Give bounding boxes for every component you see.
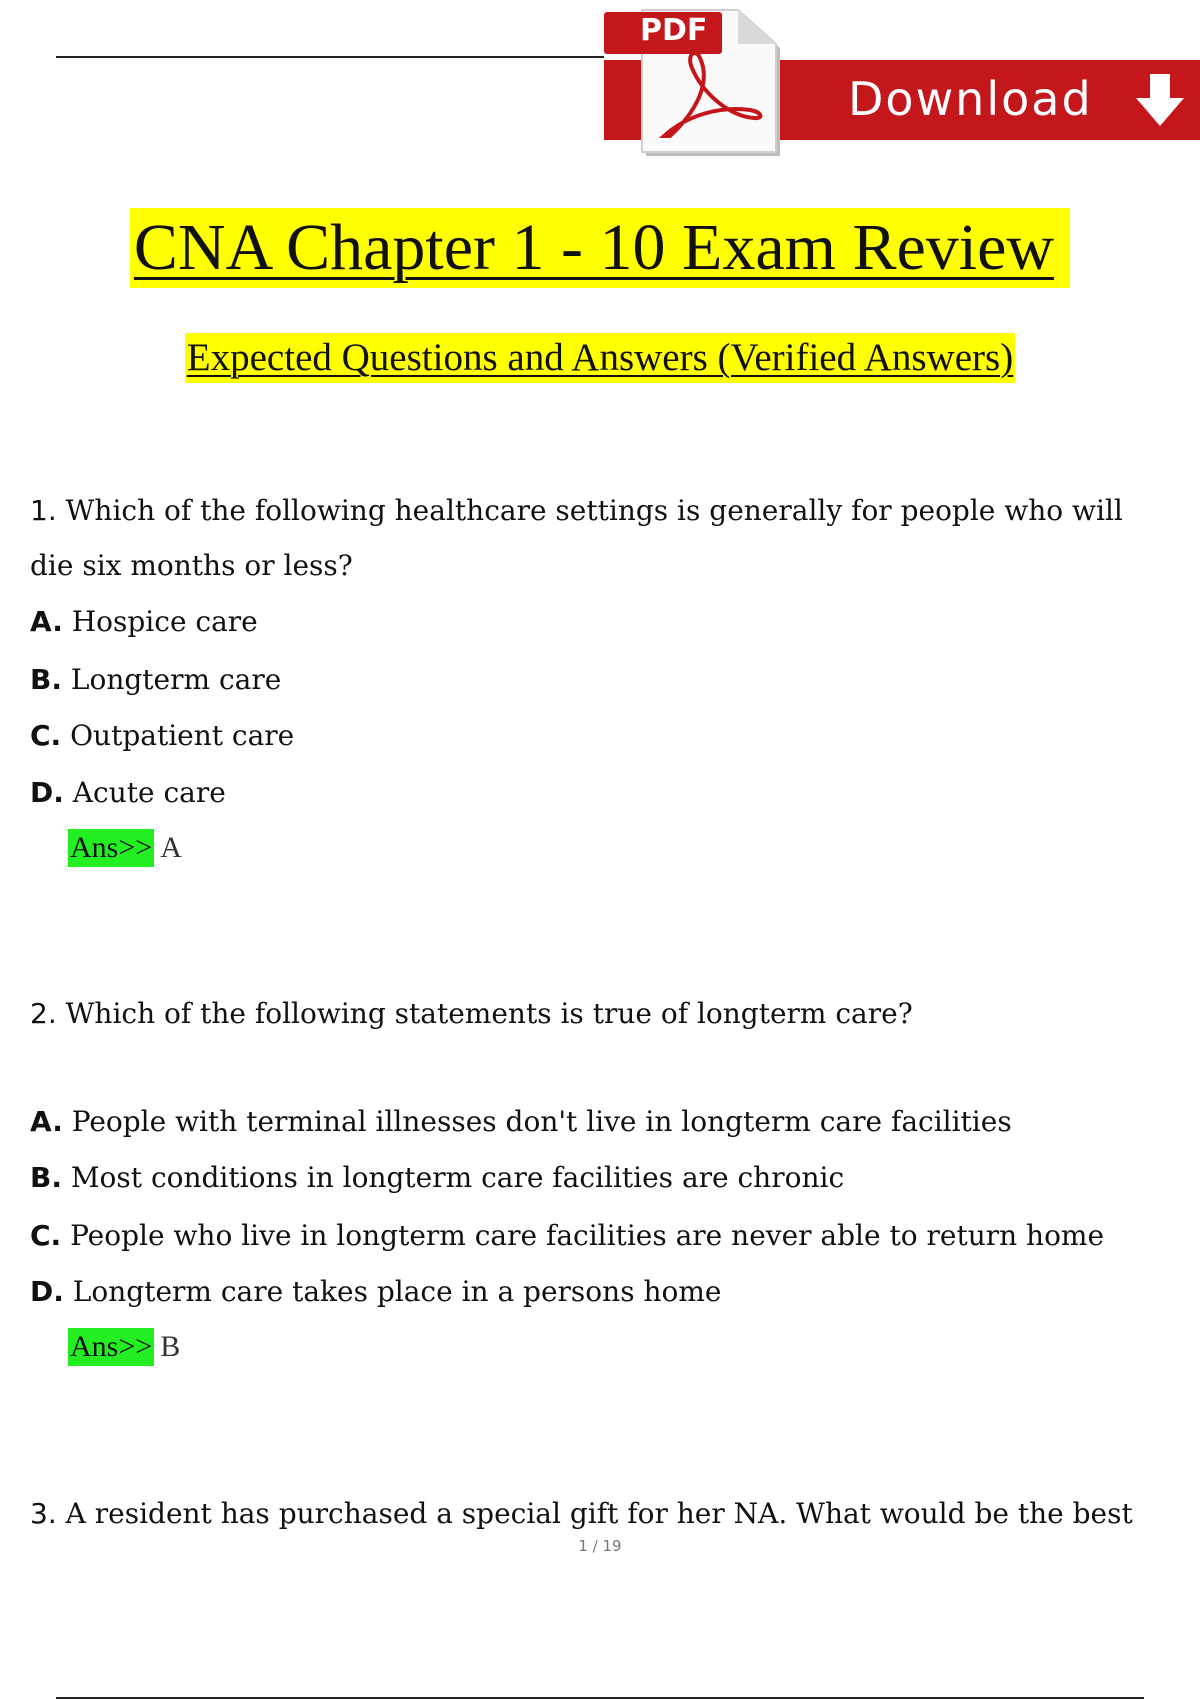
- option-text: Acute care: [72, 776, 226, 809]
- option-letter: D.: [30, 1275, 64, 1308]
- question-text-line: die six months or less?: [30, 549, 353, 582]
- question-number: 1.: [30, 494, 57, 527]
- option-text: People who live in longterm care facilities are never able to return home: [70, 1219, 1105, 1252]
- question-number: 3.: [30, 1497, 57, 1530]
- question-text-line: A resident has purchased a special gift for her NA. What would be the best: [65, 1497, 1133, 1530]
- option-text: Hospice care: [71, 605, 258, 638]
- document-subtitle: Expected Questions and Answers (Verified Answers): [185, 333, 1015, 383]
- option-d: [30, 773, 226, 813]
- document-title: CNA Chapter 1 - 10 Exam Review: [130, 208, 1070, 288]
- option-letter: B.: [30, 663, 62, 696]
- option-b: [30, 660, 281, 700]
- answer-value: B: [160, 1330, 181, 1363]
- option-a: [30, 1102, 1012, 1142]
- answer-value: A: [160, 831, 182, 864]
- question-text-line: Which of the following statements is true of longterm care?: [65, 997, 913, 1030]
- pdf-file-icon: [604, 4, 782, 158]
- answer-label: Ans>>: [68, 1328, 154, 1366]
- download-arrow-icon: [1132, 70, 1188, 130]
- pdf-badge: PDF: [640, 13, 708, 48]
- option-text: Outpatient care: [70, 719, 295, 752]
- top-rule: [56, 56, 604, 58]
- download-label: Download: [848, 72, 1093, 126]
- option-letter: C.: [30, 1219, 62, 1252]
- option-d: [30, 1272, 721, 1312]
- option-text: Most conditions in longterm care facilities are chronic: [70, 1161, 845, 1194]
- question-1-text-cont: [30, 546, 353, 586]
- question-1-text: [30, 491, 1123, 531]
- bottom-rule: [56, 1697, 1144, 1699]
- page-indicator: 1 / 19: [578, 1537, 622, 1555]
- option-a: [30, 602, 258, 642]
- question-3-text: [30, 1494, 1133, 1534]
- option-text: People with terminal illnesses don't live in longterm care facilities: [71, 1105, 1012, 1138]
- option-letter: D.: [30, 776, 64, 809]
- option-c: [30, 1216, 1104, 1256]
- question-2-text: [30, 994, 913, 1034]
- answer-1: [68, 828, 182, 868]
- answer-label: Ans>>: [68, 829, 154, 867]
- option-letter: B.: [30, 1161, 62, 1194]
- question-text-line: Which of the following healthcare settings is generally for people who will: [65, 494, 1123, 527]
- option-letter: A.: [30, 605, 63, 638]
- option-b: [30, 1158, 844, 1198]
- option-text: Longterm care: [70, 663, 282, 696]
- option-c: [30, 716, 294, 756]
- option-letter: A.: [30, 1105, 63, 1138]
- question-number: 2.: [30, 997, 57, 1030]
- option-letter: C.: [30, 719, 62, 752]
- option-text: Longterm care takes place in a persons home: [72, 1275, 722, 1308]
- answer-2: [68, 1327, 180, 1367]
